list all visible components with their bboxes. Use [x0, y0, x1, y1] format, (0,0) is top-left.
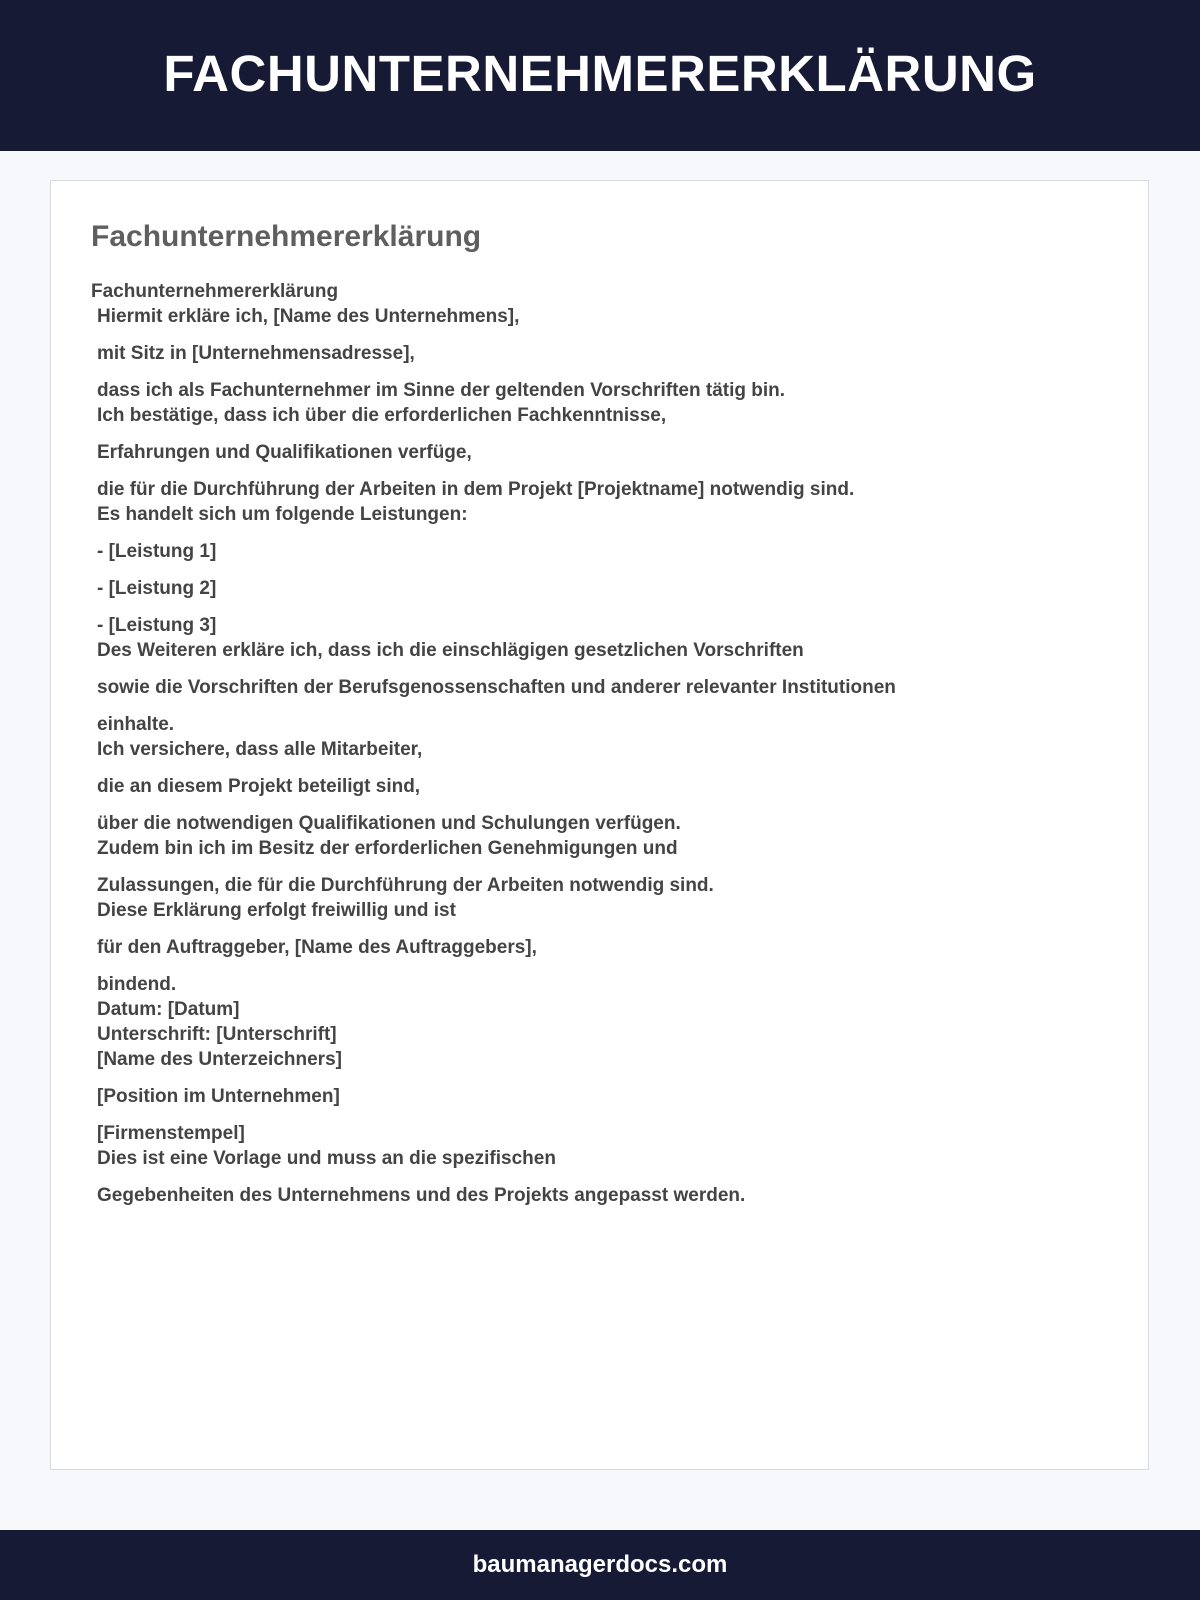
company-stamp: [Firmenstempel]: [97, 1123, 245, 1144]
paragraph: [91, 304, 1091, 403]
footer-site-link[interactable]: baumanagerdocs.com: [472, 1551, 728, 1578]
date-field: [91, 997, 1091, 1022]
date-line: Datum: [Datum]: [97, 999, 240, 1020]
text-line: bindend.: [97, 974, 177, 995]
text-line: über die notwendigen Qualifikationen und Schulungen verfügen.: [97, 813, 681, 834]
signer-position: [Position im Unternehmen]: [97, 1086, 340, 1107]
text-line: Dies ist eine Vorlage und muss an die spezifischen: [97, 1148, 556, 1169]
document-card: [50, 180, 1149, 1470]
text-line: Zudem bin ich im Besitz der erforderlichen Genehmigungen und: [97, 838, 678, 859]
text-line: Erfahrungen und Qualifikationen verfüge,: [97, 442, 472, 463]
banner-title: FACHUNTERNEHMERERKLÄRUNG: [163, 45, 1037, 102]
document-heading: Fachunternehmererklärung: [91, 220, 482, 253]
paragraph: [91, 403, 1091, 502]
top-banner: [0, 0, 1200, 151]
list-item: - [Leistung 3]: [97, 615, 217, 636]
text-line: Hiermit erkläre ich, [Name des Unternehmens],: [97, 306, 520, 327]
list-item: - [Leistung 2]: [97, 578, 217, 599]
text-line: Ich bestätige, dass ich über die erforderlichen Fachkenntnisse,: [97, 405, 667, 426]
text-line: einhalte.: [97, 714, 175, 735]
text-line: dass ich als Fachunternehmer im Sinne der geltenden Vorschriften tätig bin.: [97, 380, 786, 401]
footer-bar: [0, 1530, 1200, 1600]
text-line: die an diesem Projekt beteiligt sind,: [97, 776, 421, 797]
signature-line: Unterschrift: [Unterschrift]: [97, 1024, 337, 1045]
paragraph: [91, 737, 1091, 836]
paragraph: [91, 898, 1091, 997]
text-line: Diese Erklärung erfolgt freiwillig und ist: [97, 900, 456, 921]
text-line: sowie die Vorschriften der Berufsgenossenschaften und anderer relevanter Institutionen: [97, 677, 896, 698]
text-line: Zulassungen, die für die Durchführung der Arbeiten notwendig sind.: [97, 875, 714, 896]
template-note: [91, 1146, 1091, 1208]
list-item: - [Leistung 1]: [97, 541, 217, 562]
signature-field: [91, 1022, 1091, 1047]
text-line: Es handelt sich um folgende Leistungen:: [97, 504, 468, 525]
signer-name: [Name des Unterzeichners]: [97, 1049, 342, 1070]
signer-block: [91, 1047, 1091, 1146]
text-line: Des Weiteren erkläre ich, dass ich die einschlägigen gesetzlichen Vorschriften: [97, 640, 804, 661]
paragraph: [91, 836, 1091, 898]
text-line: für den Auftraggeber, [Name des Auftraggebers],: [97, 937, 537, 958]
paragraph: [91, 502, 1091, 638]
text-line: Ich versichere, dass alle Mitarbeiter,: [97, 739, 423, 760]
document-body: [91, 279, 1091, 1208]
text-line: mit Sitz in [Unternehmensadresse],: [97, 343, 415, 364]
paragraph: [91, 638, 1091, 737]
text-line: Gegebenheiten des Unternehmens und des Projekts angepasst werden.: [97, 1185, 746, 1206]
document-subtitle: Fachunternehmererklärung: [91, 281, 339, 302]
text-line: die für die Durchführung der Arbeiten in dem Projekt [Projektname] notwendig sind.: [97, 479, 855, 500]
